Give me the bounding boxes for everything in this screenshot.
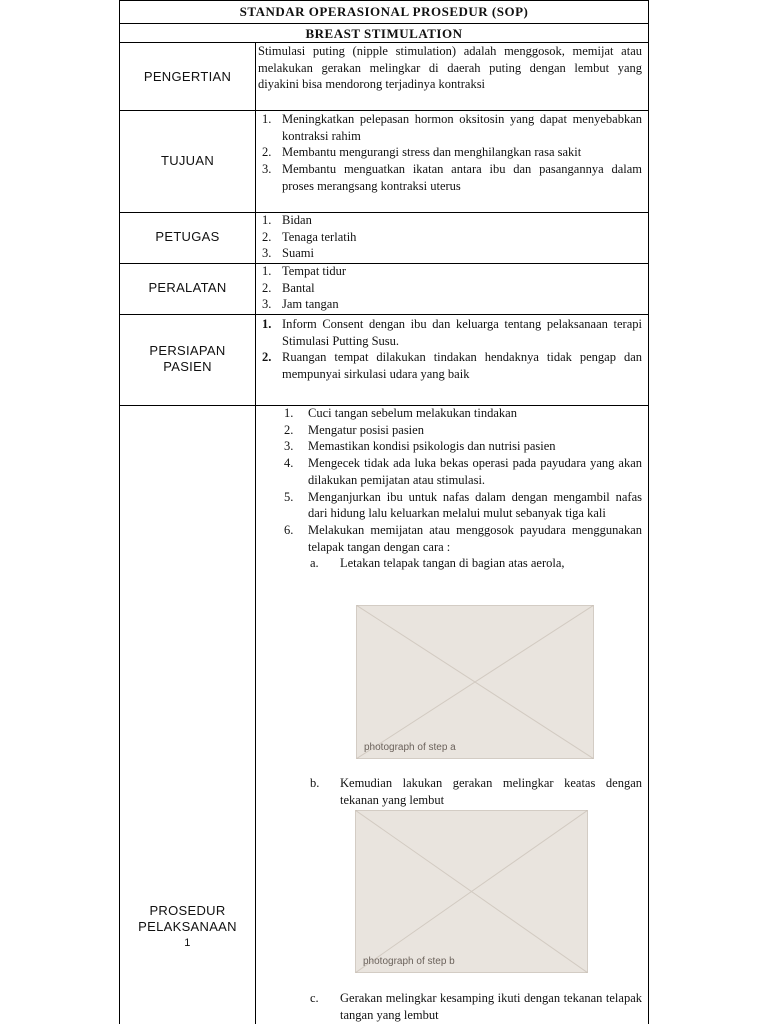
item-text: Kemudian lakukan gerakan melingkar keatas dengan tekanan yang lembut <box>340 776 642 807</box>
label-petugas: PETUGAS <box>155 229 220 244</box>
peralatan-list <box>258 263 642 313</box>
item-text: Letakan telapak tangan di bagian atas aerola, <box>340 556 565 571</box>
item-number: 3. <box>262 297 272 312</box>
column-divider <box>255 42 256 1024</box>
list-item <box>258 161 642 194</box>
list-item <box>258 405 642 422</box>
step-b-list <box>258 775 642 808</box>
label-line: PASIEN <box>163 359 212 374</box>
label-prosedur-pelaksanaan <box>120 903 255 951</box>
item-number: 2. <box>262 229 272 244</box>
item-text: Melakukan memijatan atau menggosok payudara menggunakan telapak tangan dengan cara : <box>308 522 642 554</box>
sub-step <box>258 555 642 572</box>
photo-step-b-placeholder <box>355 810 588 973</box>
item-text: Bidan <box>282 213 312 227</box>
item-text: Meningkatkan pelepasan hormon oksitosin yang dapat menyebabkan kontraksi rahim <box>282 112 642 143</box>
photo-step-a <box>356 605 594 759</box>
list-item <box>258 280 642 297</box>
sub-step <box>258 775 642 808</box>
item-number: 5. <box>284 489 294 504</box>
item-text: Membantu mengurangi stress dan menghilangkan rasa sakit <box>282 145 582 160</box>
list-item <box>258 455 642 488</box>
step-c-cell <box>258 990 642 1023</box>
item-text: Jam tangan <box>282 297 339 312</box>
pengertian-text-cell <box>258 43 642 93</box>
label-line: PROSEDUR <box>149 903 226 918</box>
photo-caption: photograph of step a <box>364 742 456 753</box>
list-item <box>258 296 642 313</box>
peralatan-cell <box>258 263 642 313</box>
item-text: Tempat tidur <box>282 264 347 278</box>
label-line: PERSIAPAN <box>149 343 226 358</box>
item-number: c. <box>310 991 319 1005</box>
item-number: 2. <box>262 350 272 365</box>
photo-step-b <box>355 810 588 973</box>
row-divider <box>119 314 649 315</box>
tujuan-list <box>258 111 642 195</box>
item-text: Mengatur posisi pasien <box>308 422 424 437</box>
item-number: 1. <box>262 112 272 126</box>
label-tujuan: TUJUAN <box>160 153 215 168</box>
item-number: 1. <box>284 406 294 420</box>
step-c-list <box>258 990 642 1023</box>
petugas-cell <box>258 212 642 262</box>
item-text: Inform Consent dengan ibu dan keluarga tentang pelaksanaan terapi Stimulasi Putting Susu. <box>282 317 642 348</box>
list-item <box>258 438 642 455</box>
photo-step-a-placeholder <box>356 605 594 759</box>
item-number: b. <box>310 776 320 790</box>
item-text: Suami <box>282 246 314 261</box>
list-item <box>258 422 642 439</box>
list-item <box>258 522 642 555</box>
item-text: Memastikan kondisi psikologis dan nutrisi pasien <box>308 439 556 454</box>
item-number: 1. <box>262 213 272 227</box>
sub-step <box>258 990 642 1023</box>
list-item <box>258 144 642 161</box>
item-number: 2. <box>262 280 272 295</box>
document-subtitle: BREAST STIMULATION <box>305 26 463 41</box>
persiapan-cell <box>258 316 642 383</box>
item-number: 2. <box>284 422 294 437</box>
page-number: 1 <box>184 937 191 949</box>
item-number: 1. <box>262 264 272 278</box>
item-text: Gerakan melingkar kesamping ikuti dengan tekanan telapak tangan yang lembut <box>340 991 642 1022</box>
list-item <box>258 212 642 229</box>
list-item <box>258 245 642 262</box>
item-number: 3. <box>262 162 272 177</box>
item-number: 3. <box>284 439 294 454</box>
item-number: 3. <box>262 246 272 261</box>
list-item <box>258 489 642 522</box>
item-number: 6. <box>284 522 294 537</box>
label-pengertian: PENGERTIAN <box>143 69 232 84</box>
item-text: Bantal <box>282 280 315 295</box>
prosedur-cell <box>258 405 642 572</box>
prosedur-list <box>258 405 642 572</box>
item-text: Ruangan tempat dilakukan tindakan hendaknya tidak pengap dan mempunyai sirkulasi udara yang baik <box>282 350 642 382</box>
item-number: 4. <box>284 456 294 471</box>
list-item <box>258 263 642 280</box>
item-text: Menganjurkan ibu untuk nafas dalam dengan mengambil nafas dari hidung lalu keluarkan melalui mulut sebanyak tiga kali <box>308 489 642 521</box>
item-text: Membantu menguatkan ikatan antara ibu dan pasangannya dalam proses merangsang kontraksi uterus <box>282 162 642 193</box>
label-peralatan: PERALATAN <box>148 280 227 295</box>
row-divider <box>119 23 649 24</box>
list-item <box>258 111 642 144</box>
petugas-list <box>258 212 642 262</box>
item-text: Mengecek tidak ada luka bekas operasi pada payudara yang akan dilakukan pemijatan atau stimulasi. <box>308 456 642 487</box>
label-line: PELAKSANAAN <box>138 919 237 934</box>
tujuan-cell <box>258 111 642 195</box>
item-text: Cuci tangan sebelum melakukan tindakan <box>308 406 517 420</box>
item-number: a. <box>310 556 319 571</box>
list-item <box>258 229 642 246</box>
pengertian-text: Stimulasi puting (nipple stimulation) adalah menggosok, memijat atau melakukan gerakan melingkar di daerah puting dengan lembut yang diyakini bisa mendorong terjadinya kontraksi <box>258 44 642 92</box>
persiapan-list <box>258 316 642 383</box>
photo-caption: photograph of step b <box>363 956 455 967</box>
step-b-cell <box>258 775 642 808</box>
item-number: 1. <box>262 317 272 331</box>
document-title: STANDAR OPERASIONAL PROSEDUR (SOP) <box>239 4 529 19</box>
item-number: 2. <box>262 145 272 160</box>
item-text: Tenaga terlatih <box>282 229 357 244</box>
table-border-top <box>119 0 649 1</box>
list-item <box>258 316 642 349</box>
list-item <box>258 349 642 382</box>
label-persiapan-pasien <box>120 343 255 375</box>
